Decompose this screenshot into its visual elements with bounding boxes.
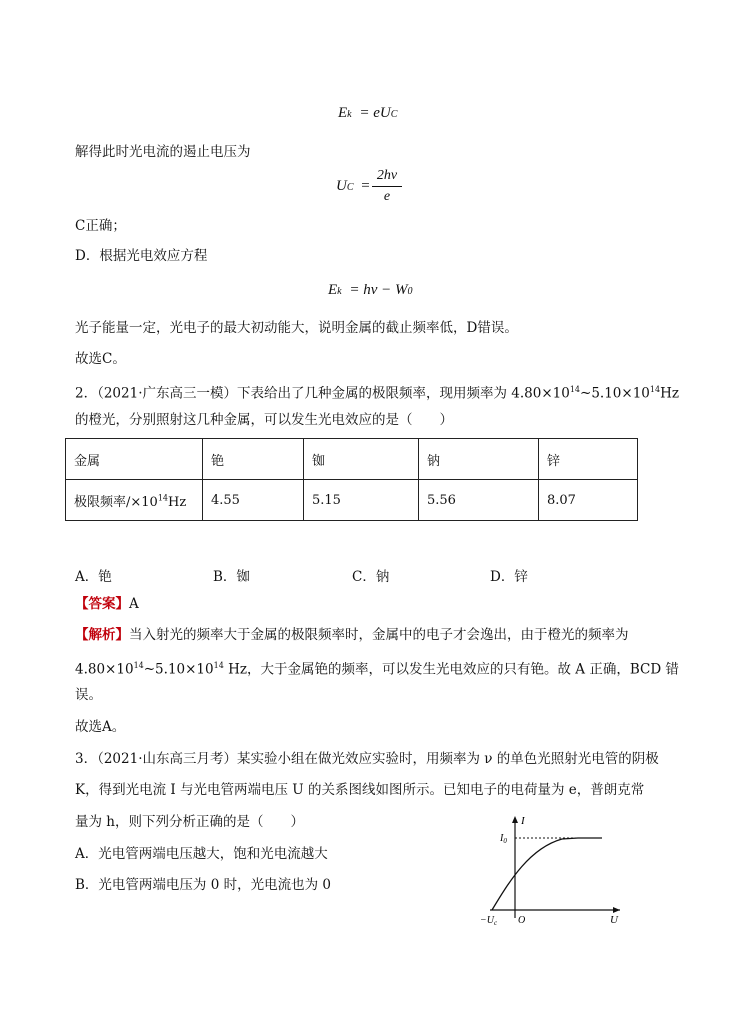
iu-graph [450, 810, 630, 925]
q2-stem-line1: 2．（2021·广东高三一模）下表给出了几种金属的极限频率，现用频率为 $4.80\times 10^{14}\sim 5.10\times 10^{14}Hz$ [75, 385, 679, 402]
y-axis-label: I [521, 815, 525, 827]
origin-label: O [518, 915, 526, 925]
q2-option-a: A．铯 [75, 569, 112, 585]
q3-stem-line1: 3．（2021·山东高三月考）某实验小组在做光效应实验时，用频率为 ν 的单色光照射光电管的阴极 [75, 751, 659, 767]
q3-option-a: A．光电管两端电压越大，饱和光电流越大 [75, 846, 328, 862]
fraction-numerator: 2hν [376, 168, 398, 183]
equation-uc-lhs: UC = [336, 178, 370, 194]
y-axis-arrow [512, 816, 518, 823]
q2-analysis-line1: 【解析】当入射光的频率大于金属的极限频率时，金属中的电子才会逸出，由于橙光的频率为 [75, 627, 629, 643]
answer-tag: 【答案】 [75, 596, 129, 612]
q3-stem-line2: K，得到光电流 I 与光电管两端电压 U 的关系图线如图所示。已知电子的电荷量为 e，普朗克常 [75, 782, 645, 798]
q2-answer: 【答案】A [75, 596, 139, 612]
q3-stem-line3: 量为 h，则下列分析正确的是（ ） [75, 814, 304, 830]
equation-photoelectric: Ek = hν − W0 [328, 282, 413, 298]
text-d-equation-intro: D．根据光电效应方程 [75, 248, 208, 264]
q2-analysis-line3: 误。 [75, 687, 102, 703]
table-row [66, 480, 638, 521]
table-row [66, 439, 638, 480]
q2-option-c: C．钠 [352, 569, 390, 585]
text-choose-c: 故选C。 [75, 351, 126, 367]
table-row-label: 极限频率$/\times 10^{14}Hz$ [66, 480, 203, 521]
equation-uc-fraction [372, 168, 402, 205]
table-header-cell: 锌 [539, 439, 638, 480]
table-cell: 5.15 [304, 480, 419, 521]
table-cell: 4.55 [203, 480, 304, 521]
table-header-cell: 金属 [66, 439, 203, 480]
fraction-denominator: e [383, 189, 391, 204]
text-solve-stopping-voltage: 解得此时光电流的遏止电压为 [75, 144, 251, 160]
q3-option-b: B．光电管两端电压为 0 时，光电流也为 0 [75, 877, 331, 893]
x-axis-label: U [610, 914, 618, 925]
q2-option-b: B．铷 [213, 569, 250, 585]
table-cell: 5.56 [419, 480, 539, 521]
q2-option-d: D．锌 [490, 569, 528, 585]
iu-curve [492, 838, 602, 910]
table-header-cell: 钠 [419, 439, 539, 480]
q2-stem-line2: 的橙光，分别照射这几种金属，可以发生光电效应的是（ ） [75, 412, 453, 428]
neg-uc-label: $-U_c$ [480, 915, 498, 925]
table-header-cell: 铷 [304, 439, 419, 480]
text-c-correct: C正确； [75, 218, 126, 234]
fraction-bar [372, 186, 402, 187]
metal-frequency-table [65, 438, 638, 521]
text-photon-energy: 光子能量一定，光电子的最大初动能大，说明金属的截止频率低，D错误。 [75, 320, 518, 336]
table-cell: 8.07 [539, 480, 638, 521]
analysis-tag: 【解析】 [75, 627, 129, 643]
i0-label: $I_0$ [500, 833, 507, 845]
q2-choose-a: 故选A。 [75, 719, 126, 735]
x-axis-arrow [613, 907, 620, 913]
table-header-cell: 铯 [203, 439, 304, 480]
q2-analysis-line2: $4.80\times 10^{14}\sim 5.10\times 10^{14}$ Hz，大于金属铯的频率，可以发生光电效应的只有铯。故 A 正确，BCD 错 [75, 661, 679, 678]
equation-ek-euc: Ek = eUC [338, 105, 398, 121]
